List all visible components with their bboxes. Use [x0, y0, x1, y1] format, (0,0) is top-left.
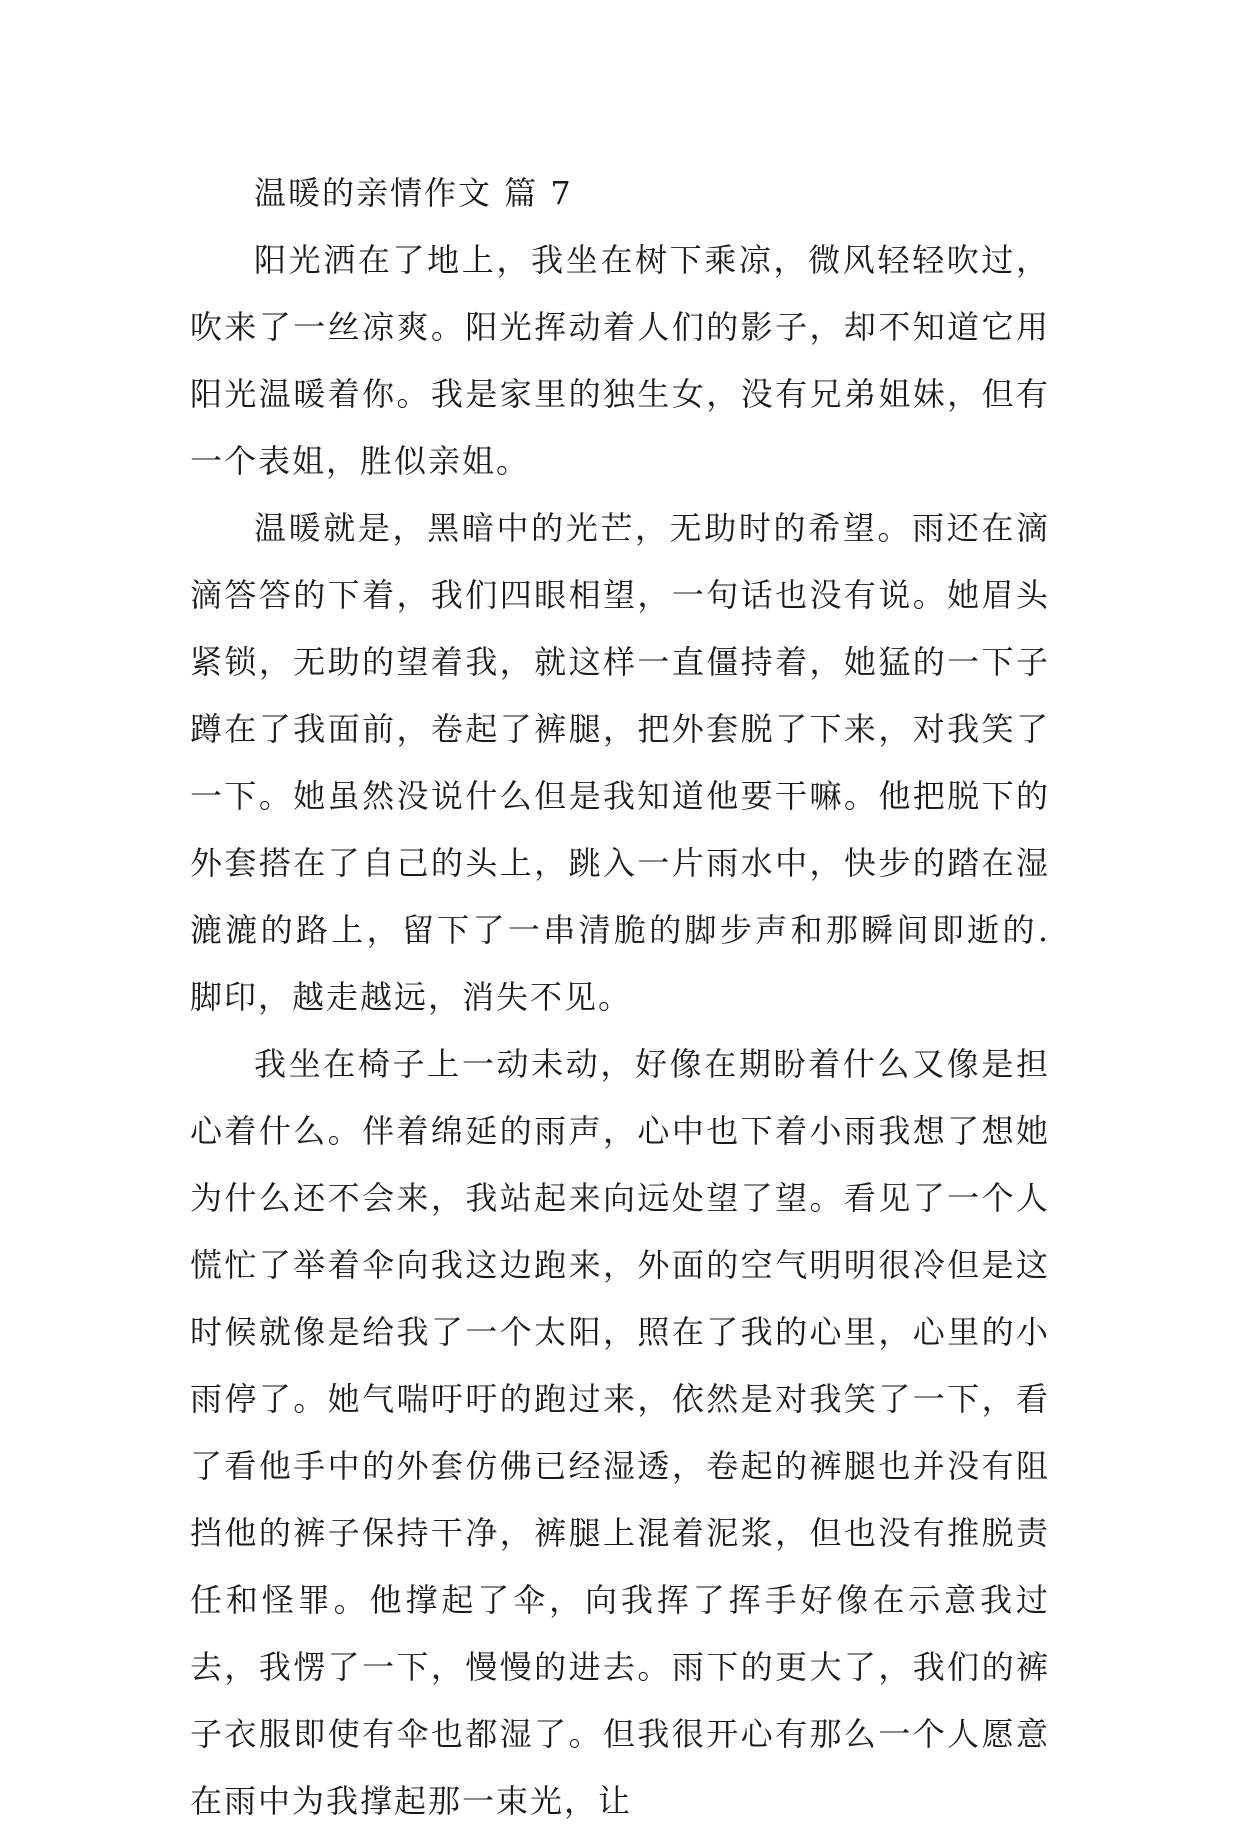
paragraph-3: 我坐在椅子上一动未动，好像在期盼着什么又像是担心着什么。伴着绵延的雨声，心中也下着小雨我想了想她为什么还不会来，我站起来向远处望了望。看见了一个人慌忙了举着伞向我这边跑来，外面的空气明明很冷但是这时候就像是给我了一个太阳，照在了我的心里，心里的小雨停了。她气喘吁吁的跑过来，依然是对我笑了一下，看了看他手中的外套仿佛已经湿透，卷起的裤腿也并没有阻挡他的裤子保持干净，裤腿上混着泥浆，但也没有推脱责任和怪罪。他撑起了伞，向我挥了挥手好像在示意我过去，我愣了一下，慢慢的进去。雨下的更大了，我们的裤子衣服即使有伞也都湿了。但我很开心有那么一个人愿意在雨中为我撑起那一束光，让 [190, 1045, 1050, 1820]
essay-title: 温暖的亲情作文 篇 7 [254, 174, 573, 212]
paragraph-1: 阳光洒在了地上，我坐在树下乘凉，微风轻轻吹过，吹来了一丝凉爽。阳光挥动着人们的影子，却不知道它用阳光温暖着你。我是家里的独生女，没有兄弟姐妹，但有一个表姐，胜似亲姐。 [190, 241, 1050, 480]
document-body [190, 160, 1050, 1835]
paragraph-2: 温暖就是，黑暗中的光芒，无助时的希望。雨还在滴滴答答的下着，我们四眼相望，一句话也没有说。她眉头紧锁，无助的望着我，就这样一直僵持着，她猛的一下子蹲在了我面前，卷起了裤腿，把外套脱了下来，对我笑了一下。她虽然没说什么但是我知道他要干嘛。他把脱下的外套搭在了自己的头上，跳入一片雨水中，快步的踏在湿漉漉的路上，留下了一串清脆的脚步声和那瞬间即逝的.脚印，越走越远，消失不见。 [190, 509, 1050, 1016]
